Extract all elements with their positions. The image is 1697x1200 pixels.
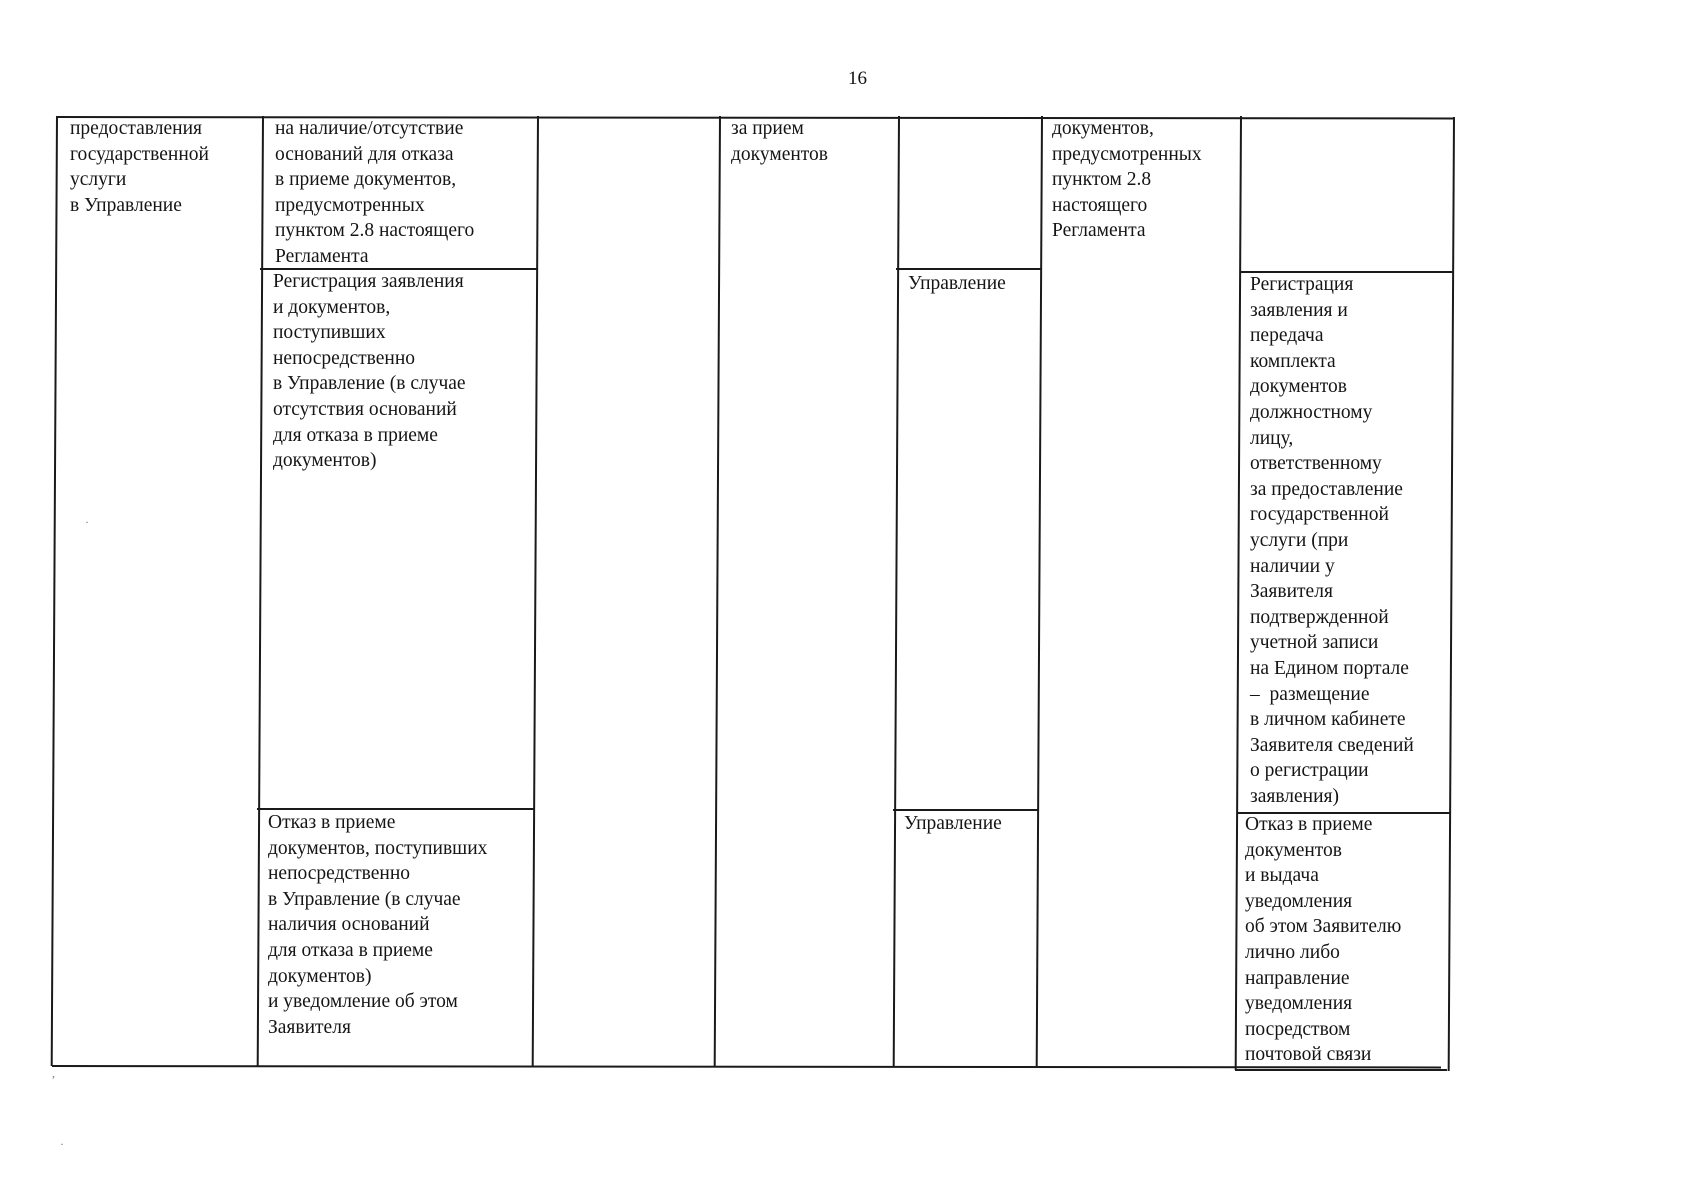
cell-col7-row3: Отказ в приеме документов и выдача уведомления об этом Заявителю лично либо направление уведомления посредством почтовой связи bbox=[1245, 814, 1402, 1066]
col-divider-2 bbox=[532, 116, 539, 1066]
cell-col2-row3: Отказ в приеме документов, поступивших непосредственно в Управление (в случае наличия оснований для отказа в приеме документов) и уведомление об этом Заявителя bbox=[268, 812, 488, 1038]
col-divider-1 bbox=[257, 116, 264, 1066]
scan-speck: · bbox=[85, 515, 89, 529]
scan-speck: · bbox=[60, 1137, 64, 1151]
col5-row-divider-1 bbox=[896, 268, 1042, 270]
cell-col7-row2: Регистрация заявления и передача комплекта документов должностному лицу, ответственному за предоставление государственной услуги (при наличии у Заявителя подтвержденной учетной записи на Едином портале – размещение в личном кабинете Заявителя сведений о регистрации заявления) bbox=[1250, 274, 1414, 807]
table-right-border bbox=[1448, 117, 1455, 1071]
col-divider-3 bbox=[714, 116, 721, 1066]
table-left-border bbox=[51, 116, 58, 1066]
col-divider-4 bbox=[893, 116, 900, 1066]
cell-col2-row2: Регистрация заявления и документов, поступивших непосредственно в Управление (в случае отсутствия оснований для отказа в приеме документов) bbox=[273, 271, 466, 472]
cell-col5-row3: Управление bbox=[904, 813, 1002, 834]
page-number: 16 bbox=[848, 68, 867, 89]
cell-col2-row1: на наличие/отсутствие оснований для отказа в приеме документов, предусмотренных пунктом 2.8 настоящего Регламента bbox=[275, 118, 475, 267]
col-divider-5 bbox=[1036, 116, 1043, 1066]
scan-speck: , bbox=[52, 1066, 55, 1080]
col-divider-6 bbox=[1235, 116, 1242, 1070]
cell-col6: документов, предусмотренных пунктом 2.8 настоящего Регламента bbox=[1052, 118, 1202, 242]
table-bottom-border bbox=[52, 1065, 1441, 1068]
cell-col1: предоставления государственной услуги в Управление bbox=[70, 118, 209, 216]
cell-col4: за прием документов bbox=[731, 118, 829, 165]
col7-bottom-border bbox=[1235, 1069, 1447, 1071]
cell-col5-row2: Управление bbox=[908, 273, 1006, 294]
